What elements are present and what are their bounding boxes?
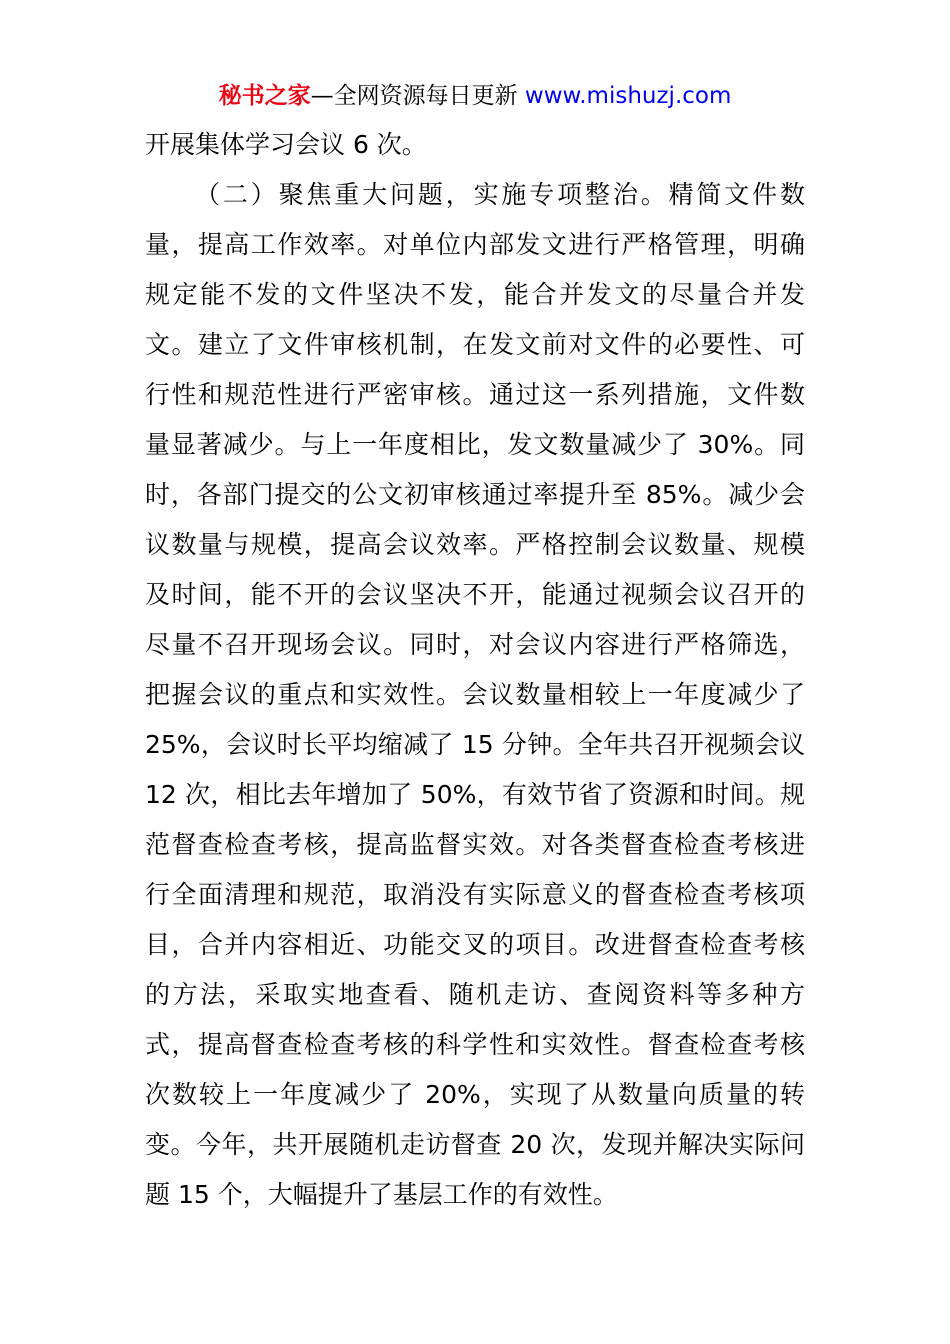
text-line: 量显著减少。与上一年度相比，发文数量减少了 30%。同: [145, 430, 805, 459]
site-brand: 秘书之家: [218, 83, 311, 109]
document-body: [145, 120, 805, 1220]
site-url[interactable]: www.mishuzj.com: [524, 83, 732, 109]
page-header: [0, 80, 950, 112]
text-line: 量，提高工作效率。对单位内部发文进行严格管理，明确: [145, 230, 805, 259]
text-line: 范督查检查考核，提高监督实效。对各类督查检查考核进: [145, 830, 805, 859]
text-line: 式，提高督查检查考核的科学性和实效性。督查检查考核: [145, 1030, 805, 1059]
text-line: 12 次，相比去年增加了 50%，有效节省了资源和时间。规: [145, 780, 805, 809]
site-tagline: —全网资源每日更新: [310, 83, 518, 109]
text-line: 开展集体学习会议 6 次。: [145, 130, 427, 159]
text-line: 变。今年，共开展随机走访督查 20 次，发现并解决实际问: [145, 1130, 805, 1159]
text-line: 议数量与规模，提高会议效率。严格控制会议数量、规模: [145, 530, 805, 559]
text-line: 题 15 个，大幅提升了基层工作的有效性。: [145, 1180, 618, 1209]
text-line: 的方法，采取实地查看、随机走访、查阅资料等多种方: [145, 980, 805, 1009]
text-line: 行性和规范性进行严密审核。通过这一系列措施，文件数: [145, 380, 805, 409]
text-line: 时，各部门提交的公文初审核通过率提升至 85%。减少会: [145, 480, 805, 509]
text-line: 规定能不发的文件坚决不发，能合并发文的尽量合并发: [145, 280, 805, 309]
text-line: （二）聚焦重大问题，实施专项整治。精简文件数: [195, 180, 805, 209]
text-line: 尽量不召开现场会议。同时，对会议内容进行严格筛选，: [145, 630, 805, 659]
text-line: 行全面清理和规范，取消没有实际意义的督查检查考核项: [145, 880, 805, 909]
text-line: 文。建立了文件审核机制，在发文前对文件的必要性、可: [145, 330, 805, 359]
text-line: 25%，会议时长平均缩减了 15 分钟。全年共召开视频会议: [145, 730, 805, 759]
text-line: 把握会议的重点和实效性。会议数量相较上一年度减少了: [145, 680, 805, 709]
text-line: 及时间，能不开的会议坚决不开，能通过视频会议召开的: [145, 580, 805, 609]
text-line: 目，合并内容相近、功能交叉的项目。改进督查检查考核: [145, 930, 805, 959]
text-line: 次数较上一年度减少了 20%，实现了从数量向质量的转: [145, 1080, 805, 1109]
